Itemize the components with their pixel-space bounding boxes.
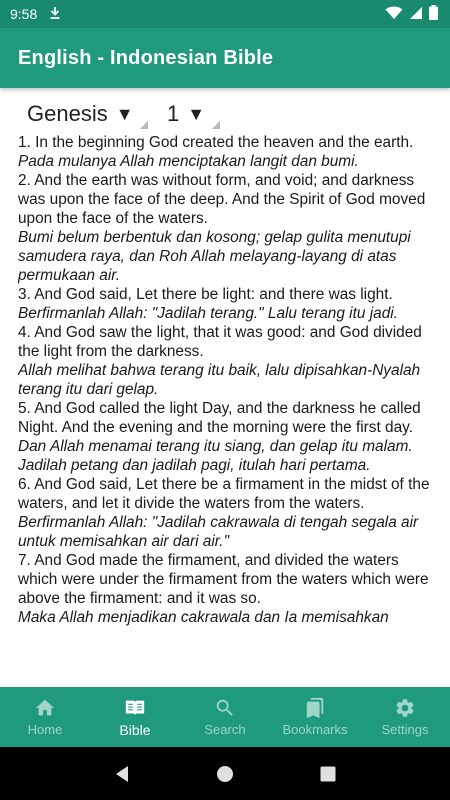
book-dropdown[interactable]	[22, 97, 152, 131]
home-circle-icon[interactable]	[213, 762, 237, 786]
nav-bible[interactable]	[90, 687, 180, 747]
download-status-icon	[49, 6, 61, 23]
verse-indonesian: Allah melihat bahwa terang itu baik, lalu dipisahkan-Nyalah terang itu dari gelap.	[18, 362, 421, 398]
verse-item	[18, 285, 436, 323]
nav-bookmarks[interactable]	[270, 687, 360, 747]
recents-icon[interactable]	[316, 762, 340, 786]
verse-item	[18, 551, 436, 627]
spinner-corner-icon	[212, 121, 220, 129]
app-title: English - Indonesian Bible	[18, 46, 274, 69]
nav-bible-label: Bible	[119, 722, 151, 738]
chevron-down-icon: ▼	[115, 103, 134, 124]
verse-indonesian: Bumi belum berbentuk dan kosong; gelap gulita menutupi samudera raya, dan Roh Allah melayang-layang di atas permukaan air.	[18, 229, 411, 284]
bottom-navigation	[0, 687, 450, 747]
status-bar	[0, 0, 450, 28]
chapter-dropdown-value: 1	[167, 101, 180, 126]
verse-item	[18, 399, 436, 475]
back-icon[interactable]	[110, 762, 134, 786]
chevron-down-icon: ▼	[187, 103, 206, 124]
verse-english: 2. And the earth was without form, and void; and darkness was upon the face of the deep. And the Spirit of God moved upon the face of the waters.	[18, 172, 426, 227]
spinner-corner-icon	[140, 121, 148, 129]
book-dropdown-value: Genesis	[27, 101, 108, 126]
verse-item	[18, 475, 436, 551]
wifi-icon	[385, 6, 403, 23]
verse-english: 1. In the beginning God created the heaven and the earth.	[18, 134, 414, 151]
verse-indonesian: Berfirmanlah Allah: "Jadilah cakrawala di tengah segala air untuk memisahkan air dari air."	[18, 514, 419, 550]
signal-icon	[409, 6, 423, 23]
book-icon	[124, 697, 146, 719]
home-icon	[34, 697, 56, 719]
nav-search-label: Search	[204, 722, 246, 737]
nav-settings-label: Settings	[381, 722, 429, 737]
bookmarks-icon	[304, 697, 326, 719]
app-bar	[0, 28, 450, 88]
verse-item	[18, 323, 436, 399]
verse-english: 3. And God said, Let there be light: and there was light.	[18, 286, 393, 303]
chapter-dropdown[interactable]	[162, 97, 224, 131]
verse-list[interactable]	[18, 133, 436, 687]
nav-home-label: Home	[27, 722, 63, 737]
verse-english: 6. And God said, Let there be a firmament in the midst of the waters, and let it divide the waters from the waters.	[18, 476, 430, 512]
verse-english: 4. And God saw the light, that it was good: and God divided the light from the darkness.	[18, 324, 422, 360]
nav-home[interactable]	[0, 687, 90, 747]
nav-bookmarks-label: Bookmarks	[282, 722, 348, 737]
status-right	[385, 5, 438, 23]
verse-indonesian: Berfirmanlah Allah: "Jadilah terang." Lalu terang itu jadi.	[18, 305, 398, 322]
status-time: 9:58	[10, 6, 38, 22]
verse-indonesian: Maka Allah menjadikan cakrawala dan Ia memisahkan	[18, 609, 389, 626]
battery-icon	[429, 5, 438, 23]
nav-search[interactable]	[180, 687, 270, 747]
nav-settings[interactable]	[360, 687, 450, 747]
verse-indonesian: Pada mulanya Allah menciptakan langit dan bumi.	[18, 153, 359, 170]
search-icon	[214, 697, 236, 719]
settings-icon	[394, 697, 416, 719]
status-left	[10, 6, 61, 23]
verse-english: 7. And God made the firmament, and divided the waters which were under the firmament from the waters which were above the firmament: and it was so.	[18, 552, 429, 607]
verse-item	[18, 171, 436, 285]
verse-indonesian: Dan Allah menamai terang itu siang, dan gelap itu malam. Jadilah petang dan jadilah pagi, itulah hari pertama.	[18, 438, 413, 474]
verse-item	[18, 133, 436, 171]
selector-row	[0, 94, 450, 134]
system-navigation-bar	[0, 747, 450, 800]
verse-english: 5. And God called the light Day, and the darkness he called Night. And the evening and the morning were the first day.	[18, 400, 421, 436]
